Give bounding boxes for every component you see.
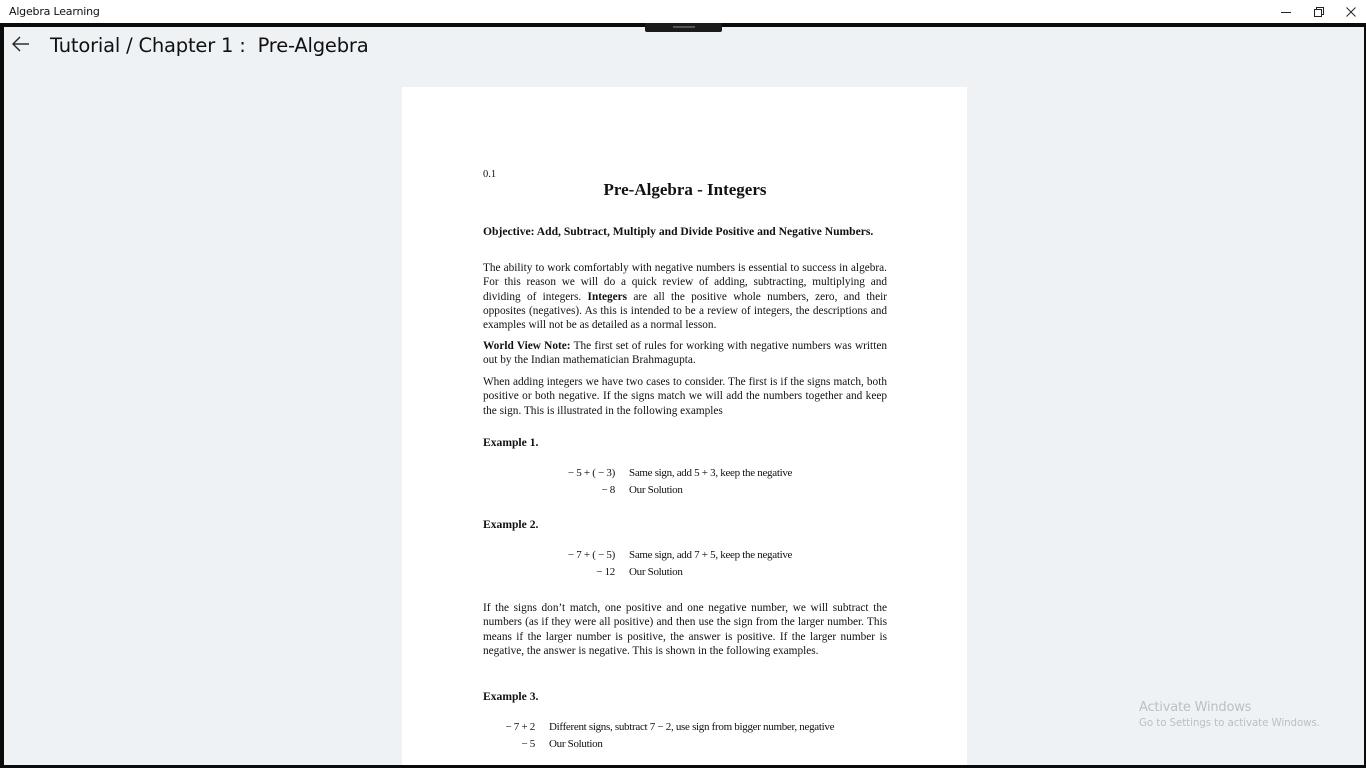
expression: − 7 + 2 [505,721,535,733]
intro-paragraph: The ability to work comfortably with negative numbers is essential to success in algebra. For this reason we will do a quick review of adding, subtracting, multiplying and dividing of integers. Integers are all the positive whole numbers, zero, and their opposites (negatives). As this is intended to be a review of integers, the descriptions and examples will not be as detailed as a normal lesson. [483,262,887,332]
document-page[interactable] [402,87,967,765]
description: Same sign, add 7 + 5, keep the negative [629,549,793,561]
description: Same sign, add 5 + 3, keep the negative [629,467,793,479]
signs-dont-match-paragraph: If the signs don’t match, one positive and one negative number, we will subtract the numbers (as if they were all positive) and then use the sign from the larger number. This means if the larger number is positive, the answer is positive. If the larger number is negative, the answer is negative. This is shown in the following examples. [483,602,887,657]
app-content [4,27,1364,765]
integers-term: Integers [587,290,628,303]
adding-intro-paragraph: When adding integers we have two cases to consider. The first is if the signs match, both positive or both negative. If the signs match we will add the numbers together and keep the sign. This is illustrated in the following examples [483,376,887,417]
restore-icon [1314,7,1324,17]
close-button[interactable] [1334,0,1366,23]
page-title: Tutorial / Chapter 1 : Pre-Algebra [50,34,369,57]
restore-button[interactable] [1302,0,1336,23]
watermark-title: Activate Windows [1139,700,1252,715]
example-2-label: Example 2. [483,518,539,531]
close-icon [1346,7,1356,17]
description: Different signs, subtract 7 − 2, use sign from bigger number, negative [549,721,835,733]
example-3-label: Example 3. [483,690,539,703]
objective: Objective: Add, Subtract, Multiply and Divide Positive and Negative Numbers. [483,225,874,238]
world-view-note-label: World View Note: [483,340,571,352]
window-title-bar[interactable] [0,0,1366,23]
grip-icon [673,26,695,28]
expression: − 5 [521,738,535,750]
document-title: Pre-Algebra - Integers [603,180,767,199]
activate-windows-watermark [1139,700,1320,729]
minimize-button[interactable] [1269,0,1303,23]
description: Our Solution [629,566,683,578]
app-title: Algebra Learning [9,5,100,18]
watermark-subtitle: Go to Settings to activate Windows. [1139,717,1320,729]
section-number: 0.1 [483,169,497,180]
back-arrow-icon [12,36,30,57]
back-button[interactable] [10,35,32,57]
world-view-note: World View Note: The first set of rules for working with negative numbers was written out by the Indian mathematician Brahmagupta. [483,340,887,367]
expression: − 7 + ( − 5) [567,549,615,561]
expression: − 8 [601,484,615,496]
expression: − 12 [596,566,615,578]
expression: − 5 + ( − 3) [567,467,615,479]
description: Our Solution [549,738,603,750]
example-1-label: Example 1. [483,436,539,449]
description: Our Solution [629,484,683,496]
minimize-icon [1281,7,1291,17]
drag-handle[interactable] [645,23,722,32]
